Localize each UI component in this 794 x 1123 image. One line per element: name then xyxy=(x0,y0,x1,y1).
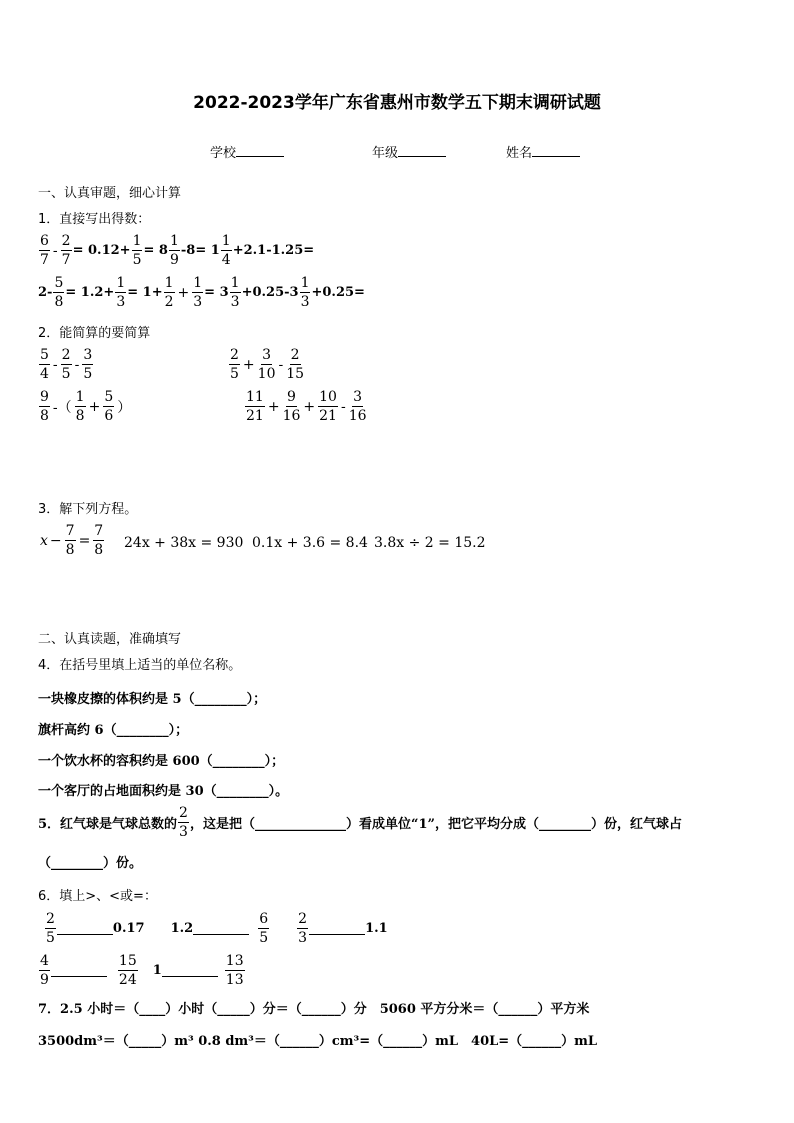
q6-row-1: $\frac{2}{5}$ 0.17 1.2 $\frac{6}{5}$ $\frac{2}{3}$ 1.1 xyxy=(46,911,388,946)
q2-expr-1: $\frac{5}{4}$ - $\frac{2}{5}$ - $\frac{3}{5}$ xyxy=(40,347,93,382)
grade-field[interactable] xyxy=(372,142,446,161)
q3-equation-2: 24x + 38x = 930 xyxy=(124,535,244,551)
section-2-heading: 二、认真读题，准确填写 xyxy=(38,632,182,647)
answer-blank[interactable] xyxy=(162,964,218,977)
answer-blank[interactable] xyxy=(57,922,113,935)
name-field[interactable] xyxy=(506,142,580,161)
q3-equation-3: 0.1x + 3.6 = 8.4 xyxy=(252,535,368,551)
q5-line-2: （________）份。 xyxy=(38,856,143,871)
fraction: $\frac{5}{8}$ xyxy=(54,275,64,310)
q2-expr-4: $\frac{11}{21}$ + $\frac{9}{16}$ + $\frac{10}{21}$ - $\frac{3}{16}$ xyxy=(246,389,367,424)
q1-row1: $\frac{6}{7}$ - $\frac{2}{7}$ = 0.12+ $\frac{1}{5}$ = 8 $\frac{1}{9}$ -8= 1 $\frac{1}{4}$ +2.1-1.25= xyxy=(40,233,315,268)
fraction: $\frac{1}{3}$ xyxy=(300,275,310,310)
fraction: $\frac{1}{3}$ xyxy=(230,275,240,310)
fraction: $\frac{1}{4}$ xyxy=(221,233,231,268)
fraction: $\frac{1}{2}$ xyxy=(164,275,174,310)
q1-label: 1．直接写出得数： xyxy=(38,212,151,227)
school-field[interactable] xyxy=(210,142,284,161)
fraction: $\frac{1}{3}$ xyxy=(116,275,126,310)
q7-line-1: 7．2.5 小时＝（____）小时（_____）分＝（______）分 5060 平方分米＝（______）平方米 xyxy=(38,1002,590,1017)
section-1-heading: 一、认真审题，细心计算 xyxy=(38,186,182,201)
q3-label: 3．解下列方程。 xyxy=(38,502,138,517)
fraction: $\frac{1}{3}$ xyxy=(193,275,203,310)
q6-label: 6．填上>、<或=： xyxy=(38,889,157,904)
page-title: 2022-2023学年广东省惠州市数学五下期末调研试题 xyxy=(193,93,601,113)
answer-blank[interactable] xyxy=(51,964,107,977)
name-label: 姓名 xyxy=(506,146,533,161)
answer-blank[interactable] xyxy=(193,922,249,935)
q6-row-2: $\frac{4}{9}$ $\frac{15}{24}$ 1 $\frac{13}{13}$ xyxy=(40,953,244,988)
answer-blank[interactable] xyxy=(309,922,365,935)
q3-equation-1: x − $\frac{7}{8}$ = $\frac{7}{8}$ xyxy=(40,523,104,558)
q7-line-2: 3500dm³＝（_____）m³ 0.8 dm³＝（______）cm³=（______）mL 40L=（______）mL xyxy=(38,1034,598,1049)
school-label: 学校 xyxy=(210,146,237,161)
q4-line-3: 一个饮水杯的容积约是 600（________）； xyxy=(38,754,285,769)
q4-line-1: 一块橡皮擦的体积约是 5（________）； xyxy=(38,692,267,707)
grade-label: 年级 xyxy=(372,146,399,161)
fraction: $\frac{6}{7}$ xyxy=(40,233,49,268)
q3-equation-4: 3.8x ÷ 2 = 15.2 xyxy=(374,535,486,551)
fraction: $\frac{2}{7}$ xyxy=(61,233,71,268)
q4-label: 4．在括号里填上适当的单位名称。 xyxy=(38,658,242,673)
q2-expr-3: $\frac{9}{8}$ -（ $\frac{1}{8}$ + $\frac{5}{6}$ ） xyxy=(40,389,132,424)
q2-label: 2．能简算的要简算 xyxy=(38,326,151,341)
q1-row2: 2- $\frac{5}{8}$ = 1.2+ $\frac{1}{3}$ = 1+ $\frac{1}{2}$ + $\frac{1}{3}$ = 3 $\frac{1}{3}$ +0.25-3 $\frac{1}{3}$ +0.25= xyxy=(38,275,365,310)
q2-expr-2: $\frac{2}{5}$ + $\frac{3}{10}$ - $\frac{2}{15}$ xyxy=(230,347,305,382)
q4-line-2: 旗杆高约 6（________）； xyxy=(38,723,189,738)
q4-line-4: 一个客厅的占地面积约是 30（________）。 xyxy=(38,784,289,799)
fraction: $\frac{1}{5}$ xyxy=(132,233,142,268)
q5-line-1: 5．红气球是气球总数的 $\frac{2}{3}$ ，这是把（______________）看成单位“1”，把它平均分成（________）份，红气球占 xyxy=(38,805,682,840)
fraction: $\frac{1}{9}$ xyxy=(169,233,179,268)
